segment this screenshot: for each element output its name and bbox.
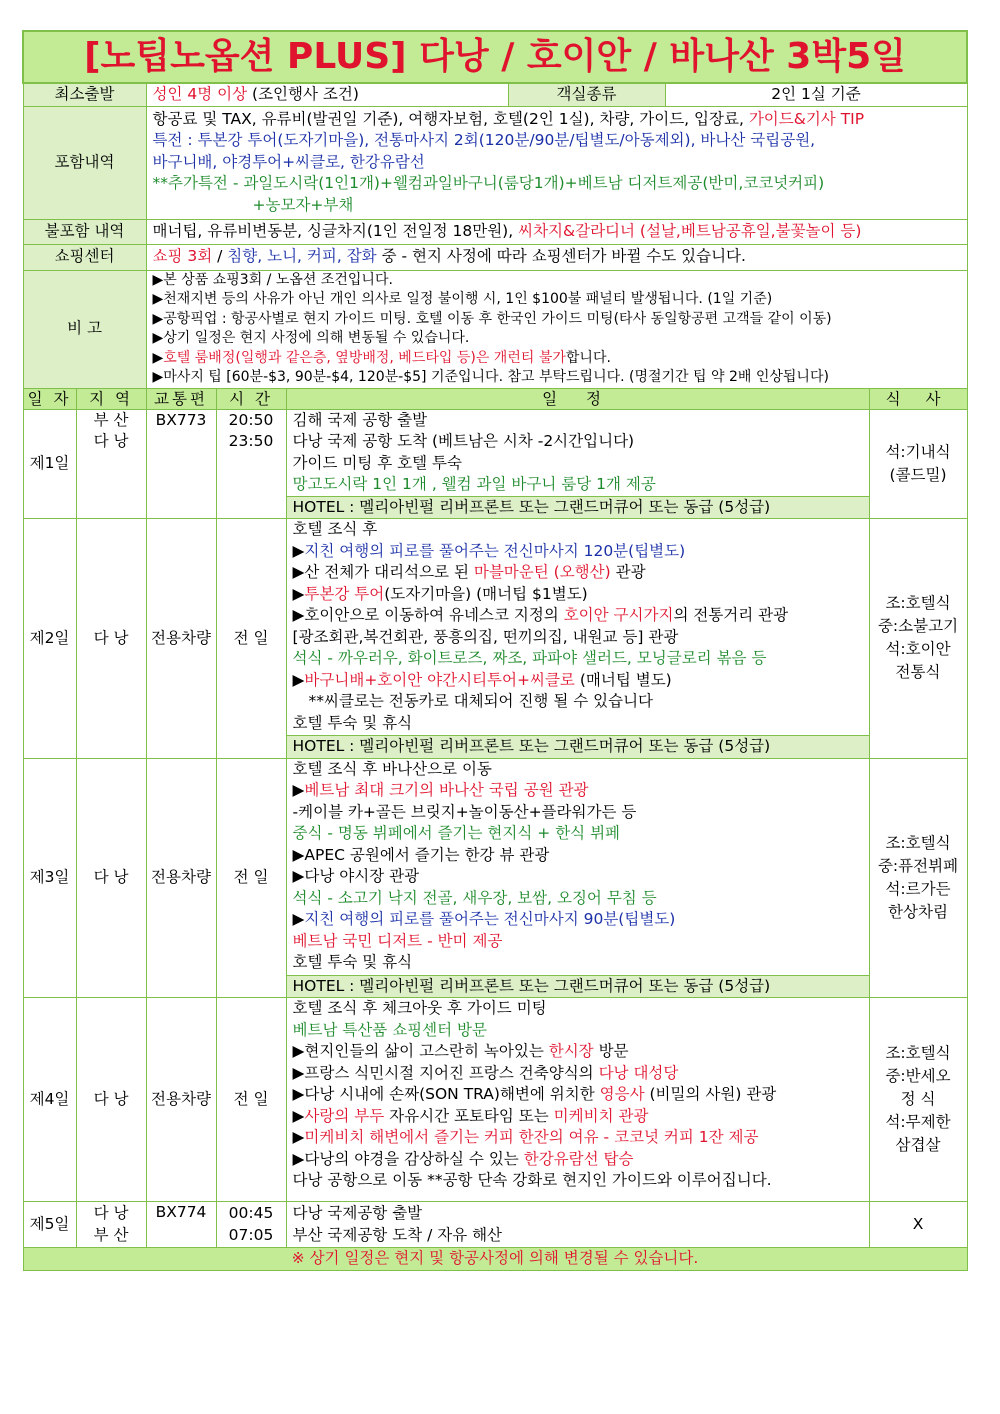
min-departure-value: 성인 4명 이상 (조인행사 조건) (146, 83, 508, 106)
day1-schedule: 김해 국제 공항 출발 다낭 국제 공항 도착 (베트남은 시차 -2시간입니다) 가이드 미팅 후 호텔 투숙 망고도시락 1인 1개 , 웰컴 과일 바구니 룸당 1개 제공 (286, 409, 869, 496)
day3-hotel: HOTEL : 멜리아빈펄 리버프론트 또는 그랜드머큐어 또는 동급 (5성급) (286, 975, 869, 998)
page-title: [노팁노옵션 PLUS] 다낭 / 호이안 / 바나산 3박5일 (23, 31, 967, 83)
day2-vehicle: 전용차량 (146, 519, 216, 759)
day5-region: 다 낭 부 산 (76, 1202, 146, 1248)
itinerary-table (22, 30, 968, 1271)
day4-label: 제4일 (23, 998, 76, 1202)
day2-schedule: 호텔 조식 후 ▶지친 여행의 피로를 풀어주는 전신마사지 120분(팁별도) ▶산 전체가 대리석으로 된 마블마운틴 (오행산) 관광 ▶투본강 투어(도자기마을) (매너팁 $1별도) ▶호이안으로 이동하여 유네스코 지정의 호이안 구시가지의 전통거리 관광 [광조회관,복건회관, 풍흥의집, 떤끼의집, 내원교 등] 관광 석식 - 까우러우, 화이트로즈, 짜조, 파파야 샐러드, 모닝글로리 볶음 등 ▶바구니배+호이안 야간시티투어+씨클로 (매너팁 별도) **씨클로는 전동카로 대체되어 진행 될 수 있습니다 호텔 투숙 및 휴식 (286, 519, 869, 736)
day2-time: 전 일 (216, 519, 286, 759)
day2-label: 제2일 (23, 519, 76, 759)
day2-meal: 조:호텔식 중:소불고기 석:호이안 전통식 (869, 519, 967, 759)
shopping-content: 쇼핑 3회 / 침향, 노니, 커피, 잡화 중 - 현지 사정에 따라 쇼핑센터가 바뀔 수도 있습니다. (146, 244, 967, 270)
day5-time: 00:45 07:05 (216, 1202, 286, 1248)
day1-flight: BX773 (146, 409, 216, 519)
header-day: 일 자 (23, 388, 76, 409)
shopping-label: 쇼핑센터 (23, 244, 146, 270)
remarks-label: 비 고 (23, 270, 146, 388)
min-departure-label: 최소출발 (23, 83, 146, 106)
day1-region: 부 산 다 낭 (76, 409, 146, 519)
day2-region: 다 낭 (76, 519, 146, 759)
day1-hotel: HOTEL : 멜리아빈펄 리버프론트 또는 그랜드머큐어 또는 동급 (5성급) (286, 496, 869, 519)
header-region: 지 역 (76, 388, 146, 409)
day3-time: 전 일 (216, 758, 286, 998)
room-type-label: 객실종류 (508, 83, 665, 106)
day3-schedule: 호텔 조식 후 바나산으로 이동 ▶베트남 최대 크기의 바나산 국립 공원 관광 -케이블 카+골든 브릿지+놀이동산+플라워가든 등 중식 - 명동 뷔페에서 즐기는 현지식 + 한식 뷔페 ▶APEC 공원에서 즐기는 한강 뷰 관광 ▶다낭 야시장 관광 석식 - 소고기 낙지 전골, 새우장, 보쌈, 오징어 무침 등 ▶지친 여행의 피로를 풀어주는 전신마사지 90분(팁별도) 베트남 국민 디저트 - 반미 제공 호텔 투숙 및 휴식 (286, 758, 869, 975)
day4-vehicle: 전용차량 (146, 998, 216, 1202)
remarks-content: ▶본 상품 쇼핑3회 / 노옵션 조건입니다. ▶천재지변 등의 사유가 아닌 개인 의사로 일정 불이행 시, 1인 $100불 패널티 발생됩니다. (1일 기준) ▶공항픽업 : 항공사별로 현지 가이드 미팅. 호텔 이동 후 한국인 가이드 미팅(타사 동일항공편 고객들 같이 이동) ▶상기 일정은 현지 사정에 의해 변동될 수 있습니다. ▶호텔 룸배정(일행과 같은층, 옆방배정, 베드타입 등)은 개런티 불가합니다. ▶마사지 팁 [60분-$3, 90분-$4, 120분-$5] 기준입니다. 참고 부탁드립니다. (명절기간 팁 약 2배 인상됩니다) (146, 270, 967, 388)
day3-region: 다 낭 (76, 758, 146, 998)
day1-time: 20:50 23:50 (216, 409, 286, 519)
day1-meal: 석:기내식 (콜드밀) (869, 409, 967, 519)
day5-meal: X (869, 1202, 967, 1248)
footer-notice: ※ 상기 일정은 현지 및 항공사정에 의해 변경될 수 있습니다. (23, 1248, 967, 1271)
day1-label: 제1일 (23, 409, 76, 519)
included-content: 항공료 및 TAX, 유류비(발권일 기준), 여행자보험, 호텔(2인 1실), 차량, 가이드, 입장료, 가이드&기사 TIP 특전 : 투본강 투어(도자기마을), 전통마사지 2회(120분/90분/팁별도/아동제외), 바나산 국립공원, 바구니배, 야경투어+씨클로, 한강유람선 **추가특전 - 과일도시락(1인1개)+웰컴과일바구니(룸당1개)+베트남 디저트제공(반미,코코넛커피) +농모자+부채 (146, 106, 967, 219)
day4-time: 전 일 (216, 998, 286, 1202)
day5-label: 제5일 (23, 1202, 76, 1248)
day3-meal: 조:호텔식 중:퓨전뷔페 석:르가든 한상차림 (869, 758, 967, 998)
day4-meal: 조:호텔식 중:반세오 정 식 석:무제한 삼겹살 (869, 998, 967, 1202)
header-itinerary: 일 정 (286, 388, 869, 409)
day4-region: 다 낭 (76, 998, 146, 1202)
excluded-content: 매너팁, 유류비변동분, 싱글차지(1인 전일정 18만원), 씨차지&갈라디너 (설날,베트남공휴일,불꽃놀이 등) (146, 219, 967, 244)
day2-hotel: HOTEL : 멜리아빈펄 리버프론트 또는 그랜드머큐어 또는 동급 (5성급) (286, 736, 869, 759)
day3-vehicle: 전용차량 (146, 758, 216, 998)
excluded-label: 불포함 내역 (23, 219, 146, 244)
day4-schedule: 호텔 조식 후 체크아웃 후 가이드 미팅 베트남 특산품 쇼핑센터 방문 ▶현지인들의 삶이 고스란히 녹아있는 한시장 방문 ▶프랑스 식민시절 지어진 프랑스 건축양식의 다낭 대성당 ▶다낭 시내에 손짜(SON TRA)해변에 위치한 영응사 (비밀의 사원) 관광 ▶사랑의 부두 자유시간 포토타임 또는 미케비치 관광 ▶미케비치 해변에서 즐기는 커피 한잔의 여유 - 코코넛 커피 1잔 제공 ▶다낭의 야경을 감상하실 수 있는 한강유람선 탑승 다낭 공항으로 이동 **공항 단속 강화로 현지인 가이드와 이루어집니다. (286, 998, 869, 1202)
header-time: 시 간 (216, 388, 286, 409)
room-type-value: 2인 1실 기준 (665, 83, 967, 106)
itinerary-sheet (22, 30, 966, 1271)
header-transport: 교통편 (146, 388, 216, 409)
header-meal: 식 사 (869, 388, 967, 409)
day5-schedule: 다낭 국제공항 출발 부산 국제공항 도착 / 자유 해산 (286, 1202, 869, 1248)
day5-flight: BX774 (146, 1202, 216, 1248)
day3-label: 제3일 (23, 758, 76, 998)
included-label: 포함내역 (23, 106, 146, 219)
